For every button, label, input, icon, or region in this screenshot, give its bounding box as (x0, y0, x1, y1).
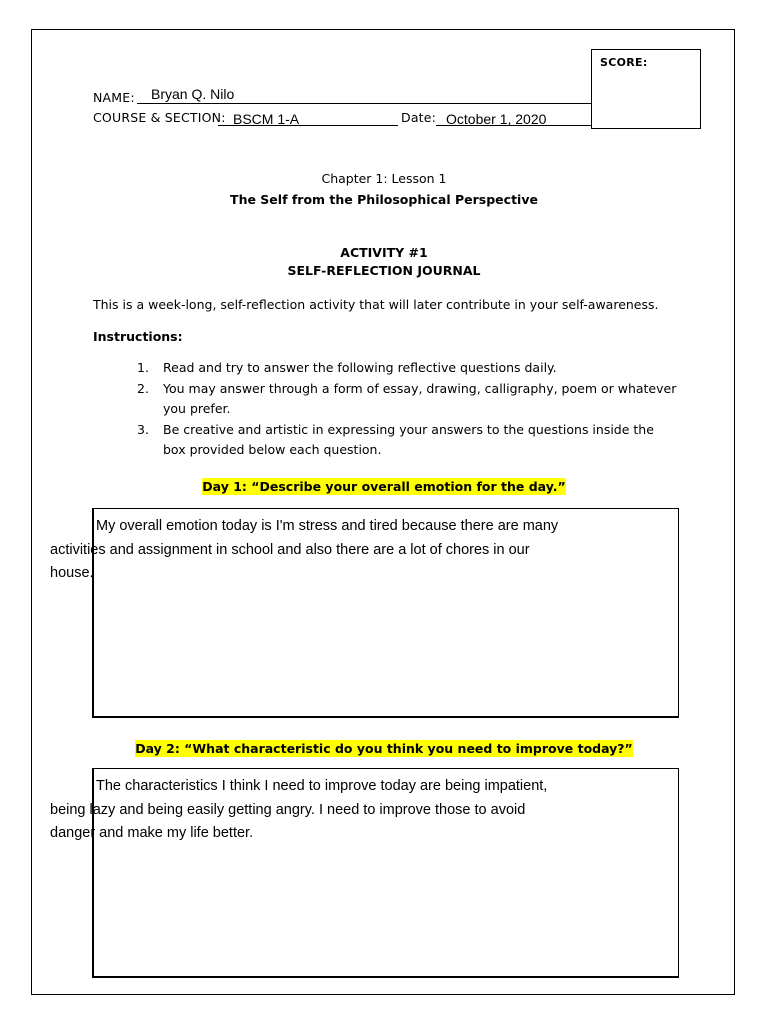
instruction-item (137, 358, 677, 379)
course-label: COURSE & SECTION: (93, 110, 226, 125)
course-value: BSCM 1-A (233, 111, 300, 127)
name-value: Bryan Q. Nilo (151, 86, 235, 102)
date-value: October 1, 2020 (446, 111, 547, 127)
activity-title: SELF-REFLECTION JOURNAL (287, 263, 481, 278)
date-label: Date: (401, 110, 437, 125)
activity-intro: This is a week-long, self-reflection activity that will later contribute in your self-awareness. (93, 297, 659, 312)
instructions-list (137, 358, 677, 461)
date-underline (436, 125, 591, 126)
course-underline (218, 125, 398, 126)
instruction-text: Read and try to answer the following reflective questions daily. (163, 360, 557, 375)
day2-question-row (0, 738, 768, 757)
instructions-heading: Instructions: (93, 329, 183, 344)
day1-question: Day 1: “Describe your overall emotion for the day.” (202, 479, 566, 494)
instruction-item (137, 420, 677, 461)
day1-answer: My overall emotion today is I'm stress and tired because there are many activities and assignment in school and also there are a lot of chores in our house. (50, 518, 559, 581)
day2-question: Day 2: “What characteristic do you think you need to improve today?” (135, 741, 633, 756)
name-label: NAME: (93, 90, 135, 105)
activity-number: ACTIVITY #1 (340, 245, 428, 260)
instruction-number: 1. (137, 360, 149, 375)
day2-answer: The characteristics I think I need to improve today are being impatient, being lazy and being easily getting angry. I need to improve those to avoid danger and make my life better. (50, 778, 548, 841)
instruction-item (137, 379, 677, 420)
instruction-number: 3. (137, 421, 149, 437)
chapter-heading: Chapter 1: Lesson 1 (321, 171, 447, 186)
name-underline (137, 103, 591, 104)
instruction-number: 2. (137, 380, 149, 396)
lesson-title: The Self from the Philosophical Perspective (230, 192, 538, 207)
instruction-text: Be creative and artistic in expressing your answers to the questions inside the box provided below each question. (163, 421, 654, 457)
score-label: SCORE: (600, 56, 648, 69)
instruction-text: You may answer through a form of essay, drawing, calligraphy, poem or whatever you prefer. (163, 380, 677, 416)
score-box (591, 49, 701, 129)
day1-question-row (0, 476, 768, 495)
